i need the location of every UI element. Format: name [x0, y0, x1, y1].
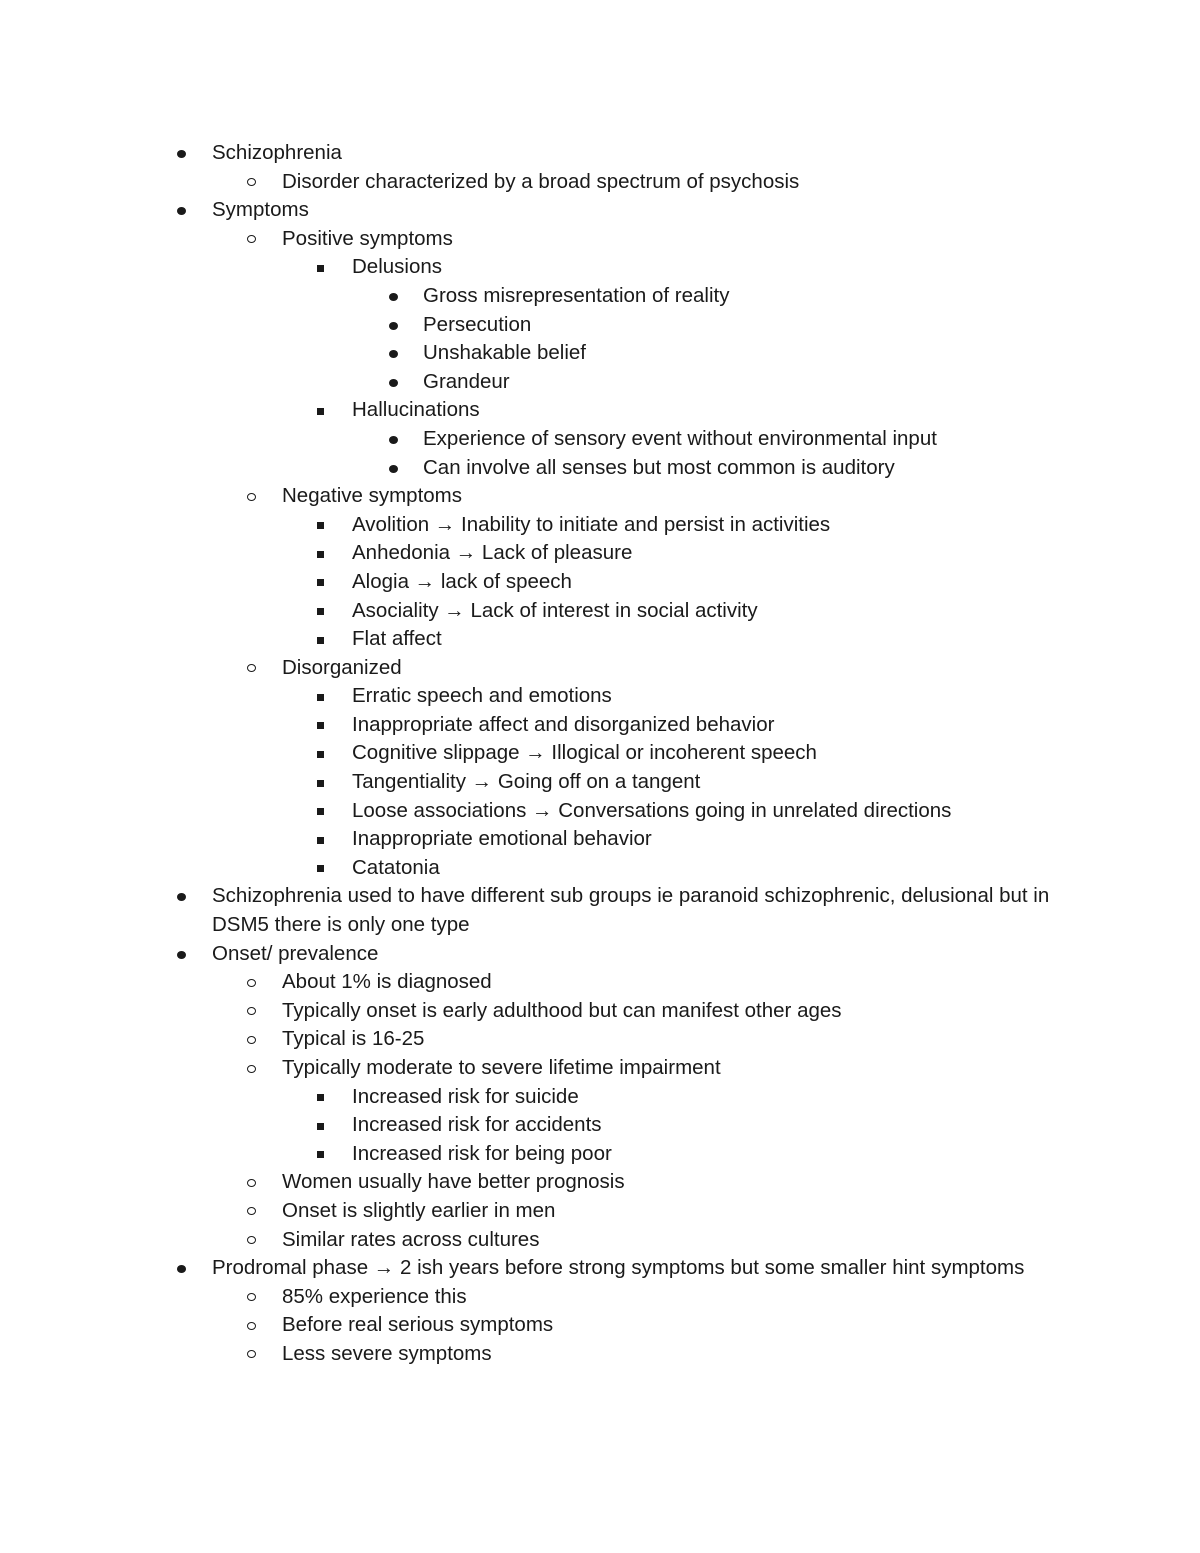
item-text: Hallucinations	[352, 398, 480, 422]
item-text: Prodromal phase → 2 ish years before strong symptoms but some smaller hint symptoms	[212, 1256, 1025, 1280]
list-item-level-1	[0, 940, 1200, 969]
list-item-level-3	[0, 797, 1200, 826]
bullet-disc-icon	[177, 893, 186, 901]
item-text: Catatonia	[352, 855, 440, 879]
bullet-circle-icon	[247, 1350, 256, 1358]
item-text: About 1% is diagnosed	[282, 970, 492, 994]
bullet-circle-icon	[247, 1236, 256, 1244]
item-text: Avolition → Inability to initiate and persist in activities	[352, 512, 831, 536]
bullet-square-icon	[317, 579, 324, 586]
bullet-square-icon	[317, 1151, 324, 1158]
bullet-circle-icon	[247, 979, 256, 987]
item-text: Grandeur	[423, 369, 510, 393]
list-item-level-3	[0, 682, 1200, 711]
item-text: Onset is slightly earlier in men	[282, 1198, 556, 1222]
list-item-level-3	[0, 1140, 1200, 1169]
item-text: Anhedonia → Lack of pleasure	[352, 541, 633, 565]
bullet-square-icon	[317, 551, 324, 558]
list-item-level-3	[0, 396, 1200, 425]
list-item-level-2	[0, 968, 1200, 997]
item-text: Unshakable belief	[423, 341, 586, 365]
item-text: Positive symptoms	[282, 226, 453, 250]
list-item-level-2	[0, 1283, 1200, 1312]
list-item-level-2	[0, 1226, 1200, 1255]
bullet-disc-icon	[389, 322, 398, 330]
bullet-square-icon	[317, 265, 324, 272]
list-item-level-1	[0, 139, 1200, 168]
item-text: Gross misrepresentation of reality	[423, 283, 730, 307]
list-item-level-3	[0, 825, 1200, 854]
bullet-circle-icon	[247, 178, 256, 186]
list-item-level-3	[0, 568, 1200, 597]
bullet-square-icon	[317, 865, 324, 872]
bullet-disc-icon	[177, 1265, 186, 1273]
list-item-level-2	[0, 997, 1200, 1026]
list-item-level-3	[0, 768, 1200, 797]
list-item-level-3	[0, 711, 1200, 740]
item-text: Schizophrenia used to have different sub groups ie paranoid schizophrenic, delusional but in DSM5 there is only one type	[212, 884, 1050, 937]
item-text: Persecution	[423, 312, 532, 336]
item-text: Inappropriate emotional behavior	[352, 827, 652, 851]
bullet-square-icon	[317, 637, 324, 644]
bullet-disc-icon	[389, 465, 398, 473]
bullet-circle-icon	[247, 664, 256, 672]
bullet-square-icon	[317, 608, 324, 615]
item-text: Symptoms	[212, 198, 309, 222]
bullet-square-icon	[317, 780, 324, 787]
item-text: Can involve all senses but most common is auditory	[423, 455, 895, 479]
list-item-level-3	[0, 854, 1200, 883]
list-item-level-1	[0, 882, 1062, 939]
item-text: Typical is 16-25	[282, 1027, 425, 1051]
list-item-level-2	[0, 1197, 1200, 1226]
bullet-circle-icon	[247, 1007, 256, 1015]
bullet-square-icon	[317, 1123, 324, 1130]
bullet-disc-icon	[177, 207, 186, 215]
bullet-disc-icon	[389, 350, 398, 358]
item-text: Disorder characterized by a broad spectrum of psychosis	[282, 169, 800, 193]
bullet-circle-icon	[247, 235, 256, 243]
list-item-level-3	[0, 597, 1200, 626]
item-text: Asociality → Lack of interest in social activity	[352, 598, 758, 622]
item-text: Typically onset is early adulthood but can manifest other ages	[282, 998, 842, 1022]
bullet-disc-icon	[177, 150, 186, 158]
bullet-square-icon	[317, 722, 324, 729]
item-text: Increased risk for being poor	[352, 1141, 612, 1165]
list-item-level-2	[0, 1168, 1200, 1197]
bullet-square-icon	[317, 837, 324, 844]
item-text: Loose associations → Conversations going in unrelated directions	[352, 798, 952, 822]
item-text: Women usually have better prognosis	[282, 1170, 625, 1194]
list-item-level-4	[0, 311, 1200, 340]
list-item-level-4	[0, 425, 1200, 454]
bullet-square-icon	[317, 694, 324, 701]
bullet-circle-icon	[247, 1065, 256, 1073]
list-item-level-2	[0, 1340, 1200, 1369]
item-text: Onset/ prevalence	[212, 941, 379, 965]
bullet-disc-icon	[177, 951, 186, 959]
list-item-level-4	[0, 368, 1200, 397]
list-item-level-1	[0, 196, 1200, 225]
item-text: Delusions	[352, 255, 443, 279]
list-item-level-2	[0, 482, 1200, 511]
item-text: Negative symptoms	[282, 484, 463, 508]
list-item-level-3	[0, 253, 1200, 282]
list-item-level-2	[0, 1025, 1200, 1054]
item-text: Erratic speech and emotions	[352, 684, 612, 708]
bullet-square-icon	[317, 522, 324, 529]
bullet-disc-icon	[389, 379, 398, 387]
bullet-square-icon	[317, 1094, 324, 1101]
bullet-square-icon	[317, 751, 324, 758]
bullet-disc-icon	[389, 293, 398, 301]
notes-outline	[0, 139, 1200, 1369]
list-item-level-2	[0, 225, 1200, 254]
bullet-circle-icon	[247, 1036, 256, 1044]
bullet-circle-icon	[247, 1179, 256, 1187]
list-item-level-4	[0, 454, 1200, 483]
bullet-disc-icon	[389, 436, 398, 444]
bullet-circle-icon	[247, 1293, 256, 1301]
bullet-circle-icon	[247, 1322, 256, 1330]
item-text: Inappropriate affect and disorganized behavior	[352, 712, 775, 736]
list-item-level-3	[0, 625, 1200, 654]
item-text: Experience of sensory event without environmental input	[423, 426, 937, 450]
list-item-level-1	[0, 1254, 1062, 1283]
list-item-level-2	[0, 1311, 1200, 1340]
list-item-level-3	[0, 511, 1200, 540]
list-item-level-3	[0, 1083, 1200, 1112]
item-text: Disorganized	[282, 655, 402, 679]
item-text: Before real serious symptoms	[282, 1313, 554, 1337]
item-text: Schizophrenia	[212, 141, 342, 164]
bullet-square-icon	[317, 408, 324, 415]
item-text: Tangentiality → Going off on a tangent	[352, 770, 701, 794]
bullet-circle-icon	[247, 1207, 256, 1215]
item-text: Less severe symptoms	[282, 1341, 492, 1365]
item-text: Typically moderate to severe lifetime impairment	[282, 1056, 721, 1079]
bullet-circle-icon	[247, 493, 256, 501]
list-item-level-2	[0, 168, 1200, 197]
list-item-level-2	[0, 1054, 1200, 1083]
item-text: Alogia → lack of speech	[352, 569, 572, 593]
list-item-level-2	[0, 654, 1200, 683]
item-text: Flat affect	[352, 627, 442, 651]
item-text: Increased risk for suicide	[352, 1084, 579, 1108]
list-item-level-3	[0, 539, 1200, 568]
list-item-level-3	[0, 1111, 1200, 1140]
item-text: Similar rates across cultures	[282, 1227, 540, 1251]
item-text: Cognitive slippage → Illogical or incoherent speech	[352, 741, 817, 765]
item-text: 85% experience this	[282, 1284, 467, 1308]
bullet-square-icon	[317, 808, 324, 815]
list-item-level-4	[0, 282, 1200, 311]
list-item-level-3	[0, 739, 1200, 768]
list-item-level-4	[0, 339, 1200, 368]
item-text: Increased risk for accidents	[352, 1113, 602, 1137]
